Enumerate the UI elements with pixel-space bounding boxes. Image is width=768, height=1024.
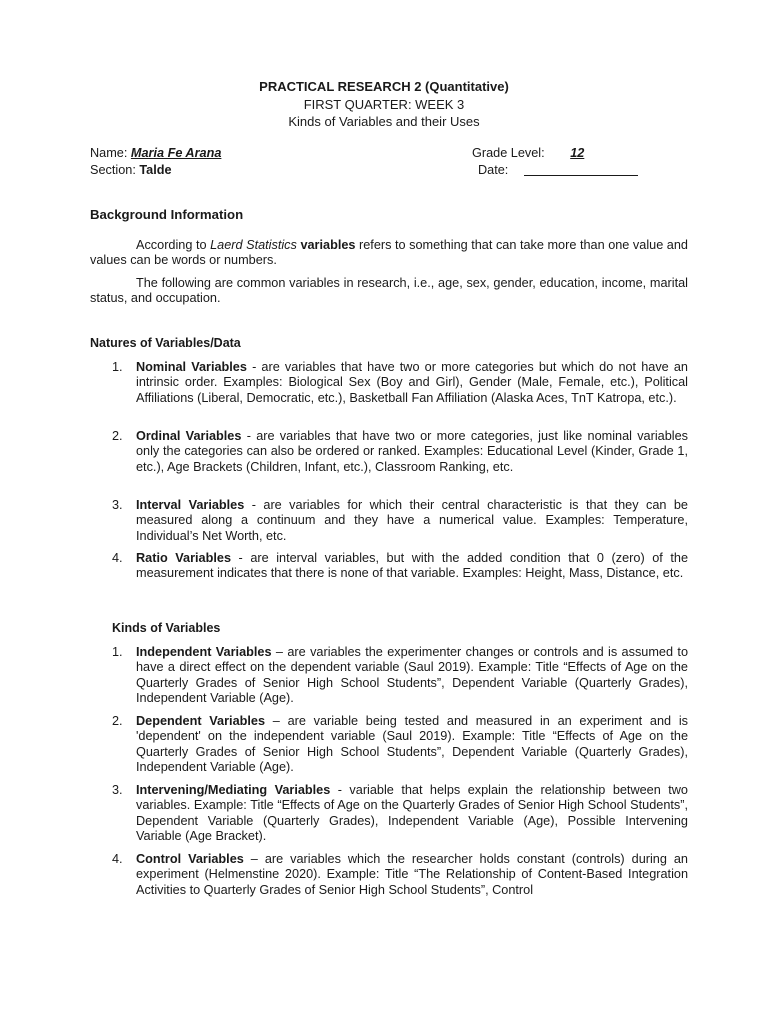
key-term: variables <box>300 238 356 252</box>
date-label: Date: <box>478 163 509 177</box>
grade-label: Grade Level: <box>472 146 545 160</box>
list-item: 1. Nominal Variables - are variables that have two or more categories but which do not have an intrinsic order. Examples: Biological Sex (Boy and Girl), Gender (Male, Female, etc.), Political Affiliations (Liberal, Democratic, etc.), Basketball Fan Affiliation (Alaska Aces, TnT Katropa, etc.). <box>112 360 688 405</box>
list-item: 4. Ratio Variables - are interval variables, but with the added condition that 0 (zero) of the measurement indicates that there is none of that variable. Examples: Height, Mass, Distance, etc. <box>112 551 688 581</box>
natures-list <box>90 360 688 597</box>
lesson-topic: Kinds of Variables and their Uses <box>288 114 480 129</box>
background-paragraph-1: According to Laerd Statistics variables refers to something that can take more than one value and values can be words or numbers. <box>90 238 688 268</box>
list-item: 3. Intervening/Mediating Variables - variable that helps explain the relationship between two variables. Example: Title “Effects of Age on the Quarterly Grades of Senior High School Students”, Dependent Variable (Quarterly Grades), Independent Variable (Age), Possible Intervening Variable (Age Bracket). <box>112 783 688 844</box>
source-name: Laerd Statistics <box>210 238 297 252</box>
background-paragraph-2: The following are common variables in research, i.e., age, sex, gender, education, income, marital status, and occupation. <box>90 276 688 306</box>
background-heading: Background Information <box>90 207 244 222</box>
date-blank-line <box>524 163 638 176</box>
document-title: PRACTICAL RESEARCH 2 (Quantitative) <box>259 79 509 94</box>
kinds-heading: Kinds of Variables <box>112 621 221 635</box>
grade-value: 12 <box>570 146 585 160</box>
name-value: Maria Fe Arana <box>130 146 222 160</box>
section-value: Talde <box>139 163 172 177</box>
document-header <box>0 78 768 131</box>
section-row <box>90 163 172 178</box>
kinds-list <box>90 645 688 898</box>
grade-row <box>472 146 584 161</box>
quarter-week: FIRST QUARTER: WEEK 3 <box>303 96 465 112</box>
natures-heading: Natures of Variables/Data <box>90 336 241 350</box>
name-row <box>90 146 221 161</box>
section-label: Section: <box>90 163 136 177</box>
name-label: Name: <box>90 146 128 160</box>
list-item: 3. Interval Variables - are variables for which their central characteristic is that they can be measured along a continuum and they have a numerical value. Examples: Temperature, Individual’s Net Worth, etc. <box>112 498 688 543</box>
list-item: 1. Independent Variables – are variables the experimenter changes or controls and is assumed to have a direct effect on the dependent variable (Saul 2019). Example: Title “Effects of Age on the Quarterly Grades of Senior High School Students”, Dependent Variable (Quarterly Grades), Independent Variable (Age). <box>112 645 689 706</box>
date-row <box>478 163 638 178</box>
list-item: 4. Control Variables – are variables which the researcher holds constant (controls) during an experiment (Helmenstine 2020). Example: Title “The Relationship of Content-Based Integration Activities to Quarterly Grades of Senior High School Students”, Control <box>112 852 688 897</box>
list-item: 2. Dependent Variables – are variable being tested and measured in an experiment and is 'dependent' on the independent variable (Saul 2019). Example: Title “Effects of Age on the Quarterly Grades of Senior High School Students”, Dependent Variable (Quarterly Grades), Independent Variable (Age). <box>112 714 688 775</box>
list-item: 2. Ordinal Variables - are variables that have two or more categories, just like nominal variables only the categories can also be ordered or ranked. Examples: Educational Level (Kinder, Grade 1, etc.), Age Brackets (Children, Infant, etc.), Classroom Ranking, etc. <box>112 429 688 474</box>
